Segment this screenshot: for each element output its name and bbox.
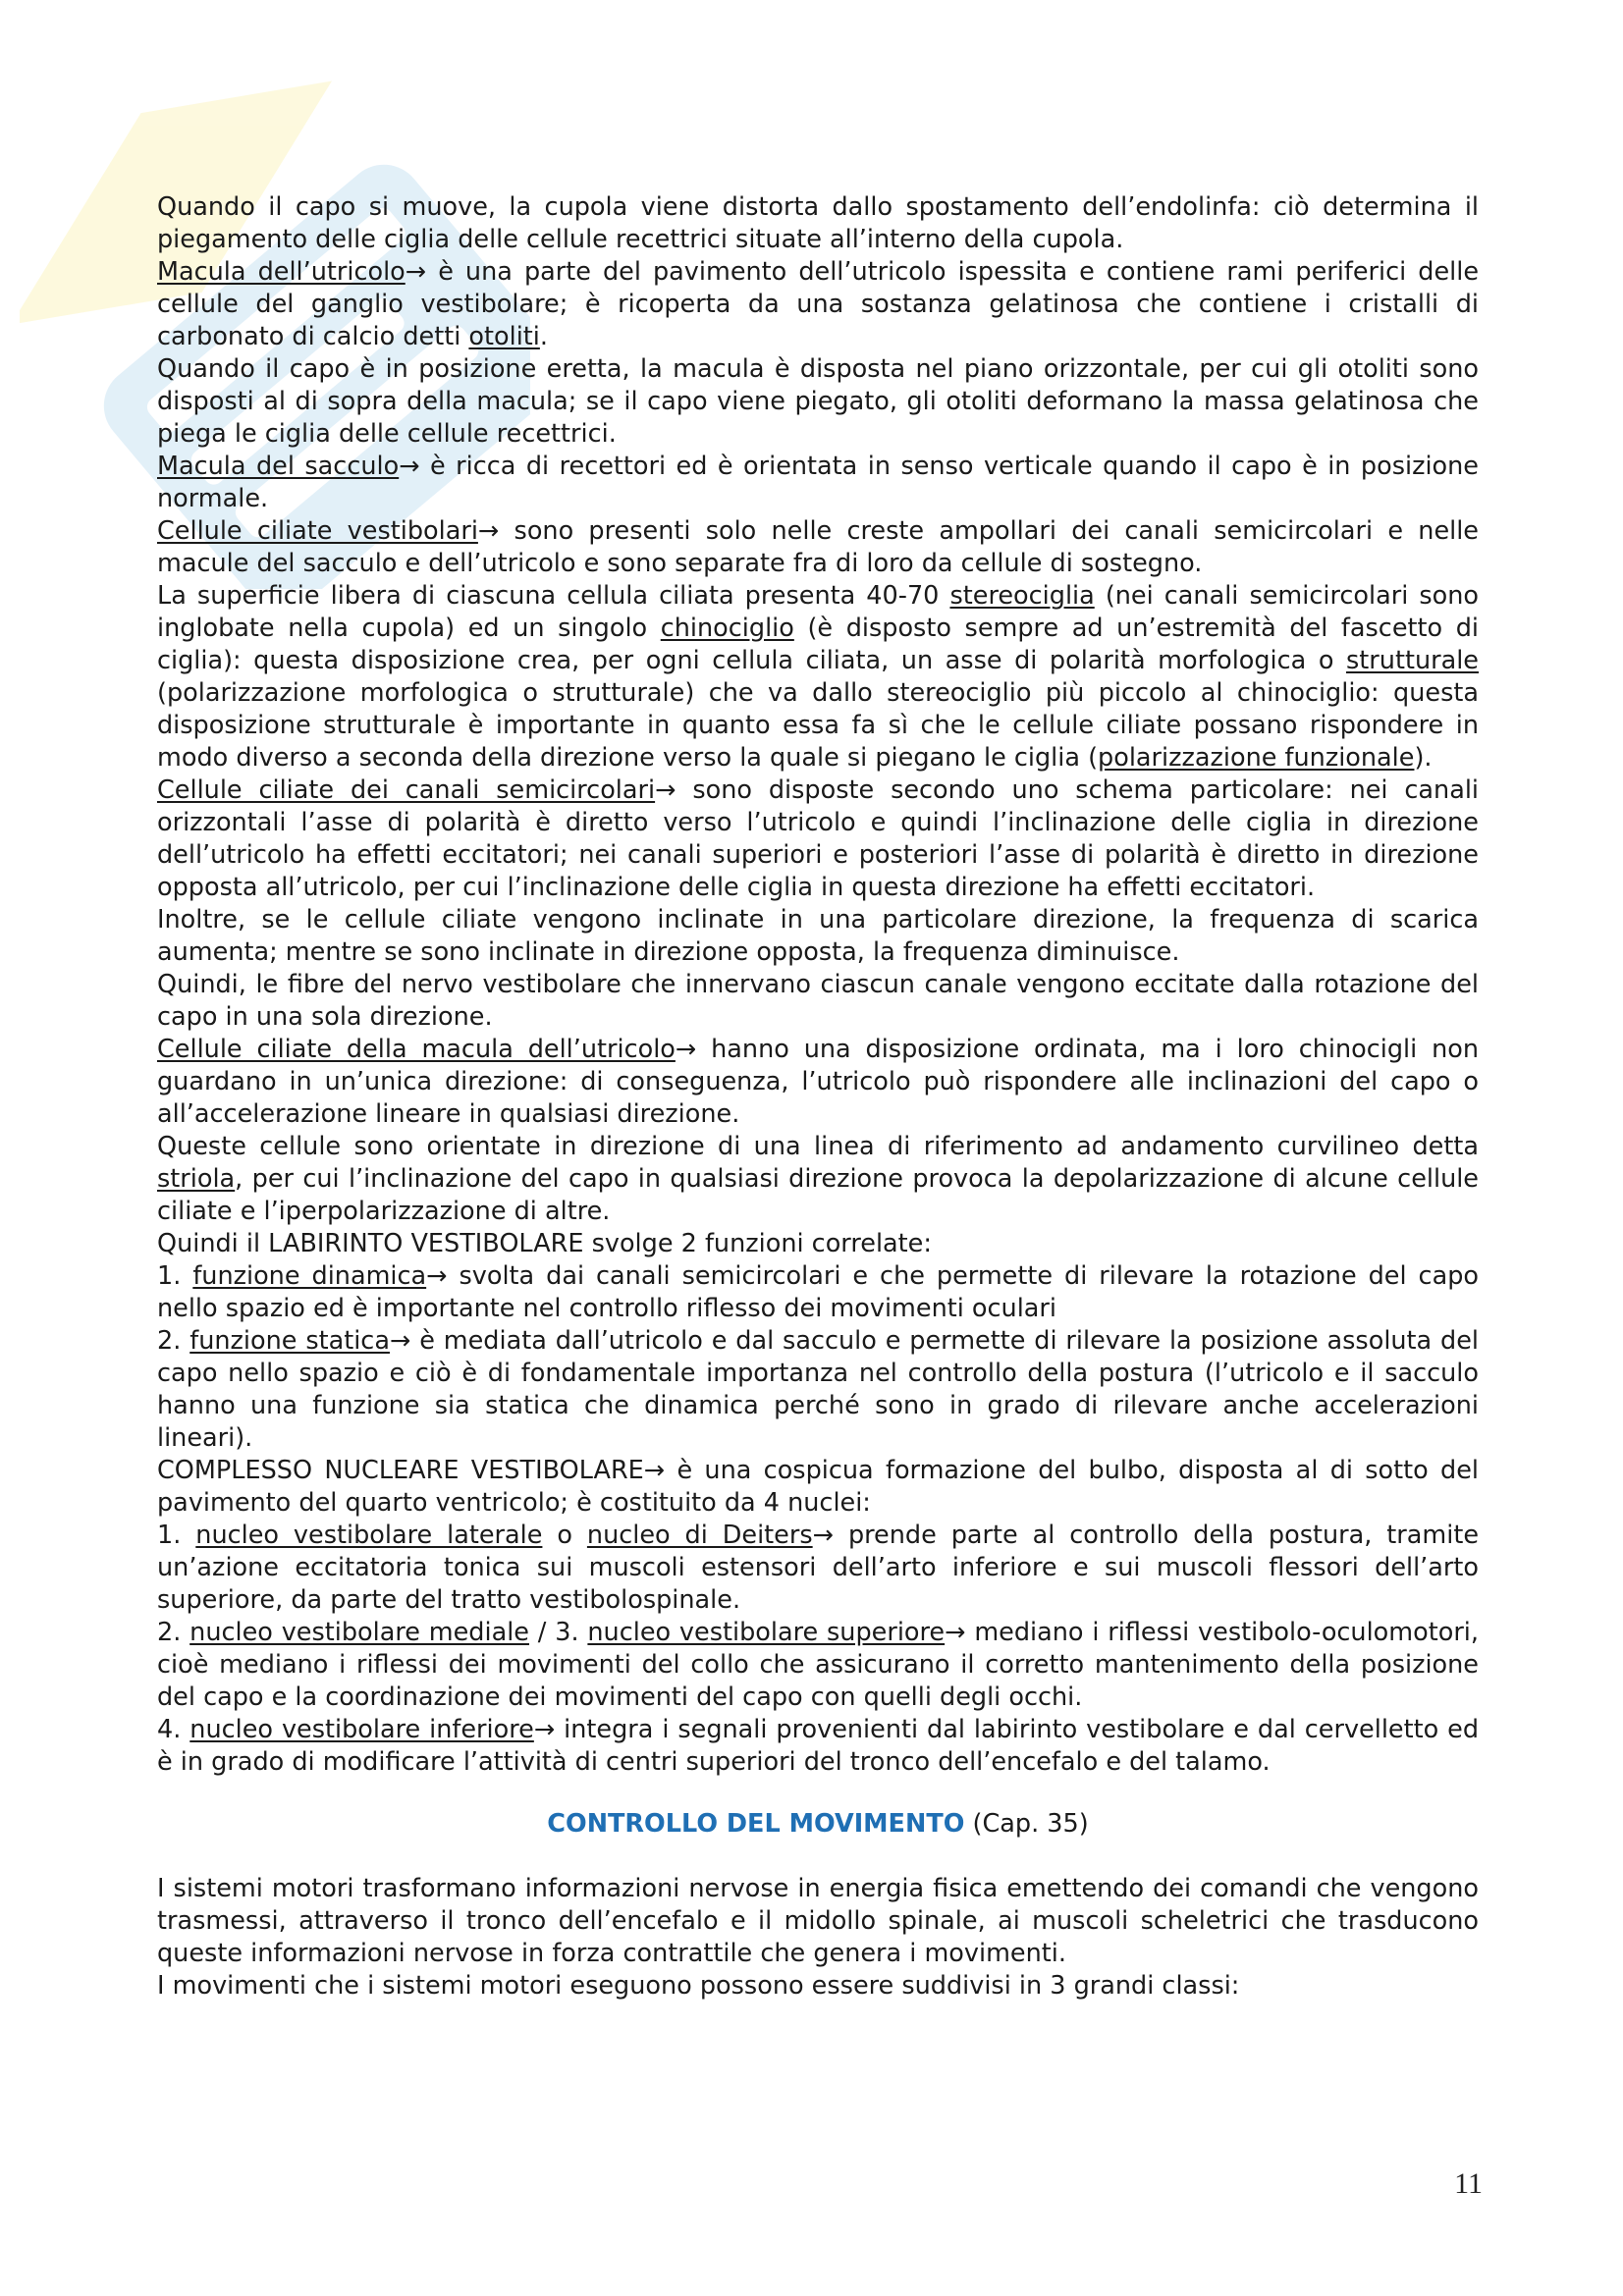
chapter-ref: (Cap. 35) xyxy=(964,1809,1089,1839)
paragraph: Macula dell’utricolo→ è una parte del pavimento dell’utricolo ispessita e contiene rami periferici delle cellule del ganglio vestibolare; è ricoperta da una sostanza gelatinosa che contiene i cristalli di carbonato di calcio detti otoliti. xyxy=(157,257,1480,351)
paragraph: COMPLESSO NUCLEARE VESTIBOLARE→ è una cospicua formazione del bulbo, disposta al di sotto del pavimento del quarto ventricolo; è costituito da 4 nuclei: xyxy=(157,1456,1480,1518)
paragraph: Quindi, le fibre del nervo vestibolare che innervano ciascun canale vengono eccitate dalla rotazione del capo in una sola direzione. xyxy=(157,970,1479,1032)
arrow-icon: → xyxy=(643,1456,666,1485)
paragraph: I sistemi motori trasformano informazioni nervose in energia fisica emettendo dei comandi che vengono trasmessi, attraverso il tronco dell’encefalo e il midollo spinale, ai muscoli scheletrici che trasducono queste informazioni nervose in forza contrattile che genera i movimenti. xyxy=(157,1874,1479,1968)
arrow-icon: → xyxy=(477,516,500,546)
paragraph: Quando il capo è in posizione eretta, la macula è disposta nel piano orizzontale, per cui gli otoliti sono disposti al di sopra della macula; se il capo viene piegato, gli otoliti deformano la massa gelatinosa che piega le ciglia delle cellule recettrici. xyxy=(157,354,1479,449)
term: Macula dell’utricolo xyxy=(157,257,406,287)
arrow-icon: → xyxy=(812,1521,835,1550)
paragraph: Quando il capo si muove, la cupola viene distorta dallo spostamento dell’endolinfa: ciò determina il piegamento delle ciglia delle cellule recettrici situate all’interno della cupola. xyxy=(157,192,1479,254)
list-item: 2. funzione statica→ è mediata dall’utricolo e dal sacculo e permette di rilevare la posizione assoluta del capo nello spazio e ciò è di fondamentale importanza nel controllo della postura (l’utricolo e il sacculo hanno una funzione sia statica che dinamica perché sono in grado di rilevare anche accelerazioni lineari). xyxy=(157,1326,1480,1453)
paragraph: Quindi il LABIRINTO VESTIBOLARE svolge 2 funzioni correlate: xyxy=(157,1229,932,1258)
term: striola xyxy=(157,1164,236,1194)
arrow-icon: → xyxy=(389,1326,411,1356)
paragraph: Cellule ciliate vestibolari→ sono presenti solo nelle creste ampollari dei canali semicircolari e nelle macule del sacculo e dell’utricolo e sono separate fra di loro da cellule di sostegno. xyxy=(157,516,1479,578)
paragraph: I movimenti che i sistemi motori eseguono possono essere suddivisi in 3 grandi classi: xyxy=(157,1971,1240,2001)
arrow-icon: → xyxy=(426,1261,448,1291)
term: chinociglio xyxy=(660,614,794,643)
paragraph: La superficie libera di ciascuna cellula ciliata presenta 40-70 stereociglia (nei canali semicircolari sono inglobate nella cupola) ed un singolo chinociglio (è disposto sempre ad un’estremità del fascetto di ciglia): questa disposizione crea, per ogni cellula ciliata, un asse di polarità morfologica o strutturale (polarizzazione morfologica o strutturale) che va dallo stereociglio più piccolo al chinociglio: questa disposizione strutturale è importante in quanto essa fa sì che le cellule ciliate possano rispondere in modo diverso a seconda della direzione verso la quale si piegano le ciglia (polarizzazione funzionale). xyxy=(157,581,1479,773)
paragraph: Cellule ciliate dei canali semicircolari→ sono disposte secondo uno schema particolare: nei canali orizzontali l’asse di polarità è diretto verso l’utricolo e quindi l’inclinazione delle ciglia in direzione dell’utricolo ha effetti eccitatori; nei canali superiori e posteriori l’asse di polarità è diretto in direzione opposta all’utricolo, per cui l’inclinazione delle ciglia in questa direzione ha effetti eccitatori. xyxy=(157,775,1480,902)
list-item: 1. nucleo vestibolare laterale o nucleo di Deiters→ prende parte al controllo della postura, tramite un’azione eccitatoria tonica sui muscoli estensori dell’arto inferiore e sui muscoli flessori dell’arto superiore, da parte del tratto vestibolospinale. xyxy=(157,1521,1480,1615)
arrow-icon: → xyxy=(533,1715,556,1744)
section-heading xyxy=(157,1808,1479,1841)
paragraph: Cellule ciliate della macula dell’utricolo→ hanno una disposizione ordinata, ma i loro chinocigli non guardano in un’unica direzione: di conseguenza, l’utricolo può rispondere alle inclinazioni del capo o all’accelerazione lineare in qualsiasi direzione. xyxy=(157,1035,1479,1129)
term: nucleo di Deiters xyxy=(586,1521,813,1550)
term: nucleo vestibolare laterale xyxy=(195,1521,543,1550)
term: Macula del sacculo xyxy=(157,452,400,481)
term: Cellule ciliate vestibolari xyxy=(157,516,478,546)
term: funzione statica xyxy=(189,1326,390,1356)
arrow-icon: → xyxy=(399,452,420,481)
term: strutturale xyxy=(1346,646,1479,675)
term: stereociglia xyxy=(949,581,1095,611)
list-item: 1. funzione dinamica→ svolta dai canali semicircolari e che permette di rilevare la rotazione del capo nello spazio ed è importante nel controllo riflesso dei movimenti oculari xyxy=(157,1261,1479,1323)
arrow-icon: → xyxy=(945,1618,966,1647)
term: nucleo vestibolare superiore xyxy=(587,1618,946,1647)
paragraph: Macula del sacculo→ è ricca di recettori ed è orientata in senso verticale quando il capo è in posizione normale. xyxy=(157,452,1479,513)
arrow-icon: → xyxy=(675,1035,697,1064)
term: Cellule ciliate della macula dell’utricolo xyxy=(157,1035,676,1064)
arrow-icon: → xyxy=(655,775,676,805)
arrow-icon: → xyxy=(405,257,427,287)
page-body xyxy=(157,191,1479,2002)
paragraph: Inoltre, se le cellule ciliate vengono inclinate in una particolare direzione, la frequenza di scarica aumenta; mentre se sono inclinate in direzione opposta, la frequenza diminuisce. xyxy=(157,905,1479,967)
term: polarizzazione funzionale xyxy=(1098,743,1415,773)
term: funzione dinamica xyxy=(192,1261,427,1291)
paragraph: Queste cellule sono orientate in direzione di una linea di riferimento ad andamento curvilineo detta striola, per cui l’inclinazione del capo in qualsiasi direzione provoca la depolarizzazione di alcune cellule ciliate e l’iperpolarizzazione di altre. xyxy=(157,1132,1479,1226)
term: nucleo vestibolare mediale xyxy=(189,1618,529,1647)
section-title: CONTROLLO DEL MOVIMENTO xyxy=(547,1809,965,1839)
term: Cellule ciliate dei canali semicircolari xyxy=(157,775,656,805)
page-number: 11 xyxy=(1454,2167,1483,2200)
term: nucleo vestibolare inferiore xyxy=(189,1715,534,1744)
list-item: 4. nucleo vestibolare inferiore→ integra i segnali provenienti dal labirinto vestibolare e dal cervelletto ed è in grado di modificare l’attività di centri superiori del tronco dell’encefalo e del talamo. xyxy=(157,1715,1480,1777)
list-item: 2. nucleo vestibolare mediale / 3. nucleo vestibolare superiore→ mediano i riflessi vestibolo-oculomotori, cioè mediano i riflessi dei movimenti del collo che assicurano il corretto mantenimento della posizione del capo e la coordinazione dei movimenti del capo con quelli degli occhi. xyxy=(157,1618,1479,1712)
term: otoliti xyxy=(468,322,540,351)
